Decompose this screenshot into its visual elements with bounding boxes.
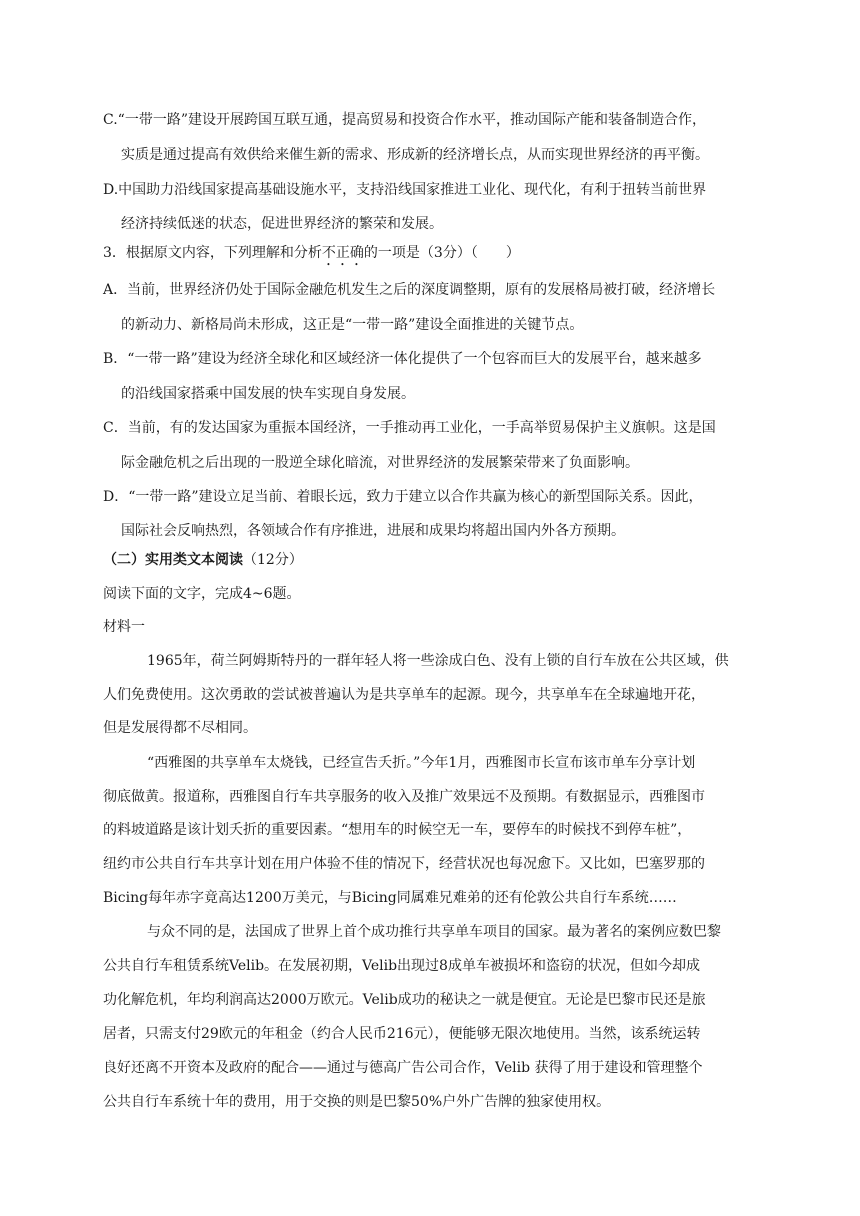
paragraph-1-line-2: 人们免费使用。这次勇敢的尝试被普遍认为是共享单车的起源。现今，共享单车在全球遍地开花，	[103, 687, 705, 703]
option-c-line-1: C.“一带一路”建设开展跨国互联互通，提高贸易和投资合作水平，推动国际产能和装备制造合作，	[103, 112, 706, 128]
question-3-emphasis: 不正确	[321, 245, 364, 261]
paragraph-2-line-1: “西雅图的共享单车太烧钱，已经宣告夭折。”今年1月，西雅图市长宣布该市单车分享计划	[147, 755, 696, 771]
q3-option-d-line-2: 国际社会反响热烈，各领域合作有序推进，进展和成果均将超出国内外各方预期。	[121, 523, 625, 539]
q3-option-c-line-1: C．当前，有的发达国家为重振本国经济，一手推动再工业化，一手高举贸易保护主义旗帜。这是国	[103, 420, 716, 436]
paragraph-3-line-2: 公共自行车租赁系统Velib。在发展初期，Velib出现过8成单车被损坏和盗窃的状况，但如今却成	[103, 958, 700, 974]
paragraph-2-line-3: 的料坡道路是该计划夭折的重要因素。“想用车的时候空无一车，要停车的时候找不到停车桩”，	[103, 822, 692, 838]
reading-instruction: 阅读下面的文字，完成4~6题。	[103, 586, 301, 602]
question-3-suffix: 的一项是（3分）（ ）	[363, 245, 520, 261]
paragraph-2-line-4: 纽约市公共自行车共享计划在用户体验不佳的情况下，经营状况也每况愈下。又比如，巴塞罗那的	[103, 856, 705, 872]
section-score: （12分）	[243, 552, 303, 568]
q3-option-d-line-1: D．“一带一路”建设立足当前、着眼长远，致力于建立以合作共赢为核心的新型国际关系。因此，	[103, 489, 703, 505]
section-title: （二）实用类文本阅读	[103, 552, 243, 568]
q3-option-b-line-2: 的沿线国家搭乘中国发展的快车实现自身发展。	[121, 386, 415, 402]
paragraph-2-line-5: Bicing每年赤字竟高达1200万美元，与Bicing同属难兄难弟的还有伦敦公共自行车系统……	[103, 890, 677, 906]
material-label: 材料一	[103, 619, 145, 635]
paragraph-3-line-6: 公共自行车系统十年的费用，用于交换的则是巴黎50%户外广告牌的独家使用权。	[103, 1094, 611, 1110]
q3-option-b-line-1: B．“一带一路”建设为经济全球化和区域经济一体化提供了一个包容而巨大的发展平台，越来越多	[103, 351, 702, 367]
question-3	[103, 243, 520, 269]
option-d-line-1: D.中国助力沿线国家提高基础设施水平，支持沿线国家推进工业化、现代化，有利于扭转当前世界	[103, 182, 707, 198]
q3-option-a-line-2: 的新动力、新格局尚未形成，这正是“一带一路”建设全面推进的关键节点。	[121, 317, 584, 333]
q3-option-c-line-2: 际金融危机之后出现的一股逆全球化暗流，对世界经济的发展繁荣带来了负面影响。	[121, 455, 639, 471]
paragraph-3-line-3: 功化解危机，年均利润高达2000万欧元。Velib成功的秘诀之一就是便宜。无论是巴黎市民还是旅	[103, 992, 706, 1008]
question-3-prefix: 3．根据原文内容，下列理解和分析	[103, 245, 322, 261]
paragraph-1-line-3: 但是发展得都不尽相同。	[103, 720, 257, 736]
paragraph-3-line-1: 与众不同的是，法国成了世界上首个成功推行共享单车项目的国家。最为著名的案例应数巴黎	[147, 924, 721, 940]
paragraph-1-line-1: 1965年，荷兰阿姆斯特丹的一群年轻人将一些涂成白色、没有上锁的自行车放在公共区域，供	[147, 653, 729, 669]
section-heading	[103, 550, 303, 570]
paragraph-3-line-4: 居者，只需支付29欧元的年租金（约合人民币216元），便能够无限次地使用。当然，该系统运转	[103, 1026, 701, 1042]
option-d-line-2: 经济持续低迷的状态，促进世界经济的繁荣和发展。	[121, 216, 443, 232]
paragraph-3-line-5: 良好还离不开资本及政府的配合——通过与德高广告公司合作，Velib 获得了用于建设和管理整个	[103, 1060, 703, 1076]
paragraph-2-line-2: 彻底做黄。报道称，西雅图自行车共享服务的收入及推广效果远不及预期。有数据显示，西雅图市	[103, 789, 705, 805]
q3-option-a-line-1: A．当前，世界经济仍处于国际金融危机发生之后的深度调整期，原有的发展格局被打破，经济增长	[103, 282, 716, 298]
option-c-line-2: 实质是通过提高有效供给来催生新的需求、形成新的经济增长点，从而实现世界经济的再平衡。	[121, 147, 709, 163]
